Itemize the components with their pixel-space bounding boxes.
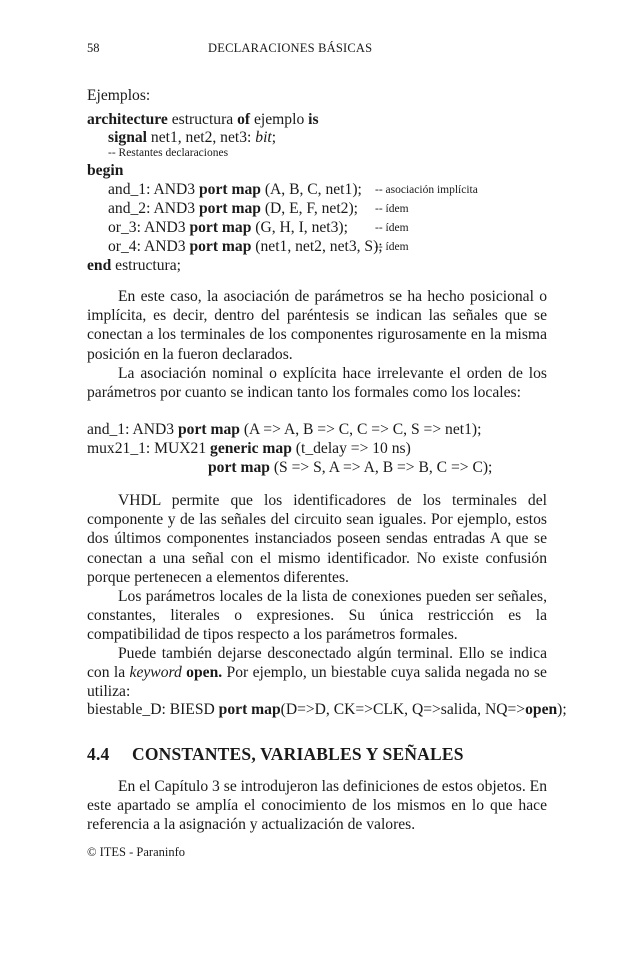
code-architecture-line: architecture estructura of ejemplo is bbox=[87, 111, 319, 128]
code-row: or_4: AND3 port map (net1, net2, net3, S); bbox=[108, 238, 383, 255]
code-line: and_1: AND3 port map (A => A, B => C, C => C, S => net1); bbox=[87, 421, 482, 438]
code-row-comment: -- asociación implícita bbox=[375, 184, 478, 196]
code-row-comment: -- ídem bbox=[375, 222, 409, 234]
section-number: 4.4 bbox=[87, 744, 110, 764]
code-signal-line: signal net1, net2, net3: bit; bbox=[108, 129, 277, 146]
section-heading bbox=[87, 744, 464, 765]
code-line: port map (S => S, A => A, B => B, C => C); bbox=[208, 459, 493, 476]
paragraph: En el Capítulo 3 se introdujeron las definiciones de estos objetos. En este apartado se amplía el conocimiento de los mismos en lo que hace referencia a la asignación y actualización de valores. bbox=[87, 778, 547, 834]
paragraph: En este caso, la asociación de parámetros se ha hecho posicional o implícita, es decir, dentro del paréntesis se indican las señales que se conectan a los terminales de los componentes rigurosamente en la misma posición en la fueron declarados. bbox=[87, 288, 547, 363]
code-line: biestable_D: BIESD port map(D=>D, CK=>CLK, Q=>salida, NQ=>open); bbox=[87, 701, 567, 718]
page-number: 58 bbox=[87, 41, 100, 55]
code-row-comment: -- ídem bbox=[375, 241, 409, 253]
paragraph: VHDL permite que los identificadores de los terminales del componente y de las señales del circuito sean iguales. Por ejemplo, estos dos últimos componentes instanciados poseen sendas entradas A que se conectan a una señal con el mismo identificador. No existe confusión porque pertenecen a elementos diferentes. bbox=[87, 492, 547, 586]
paragraph: Puede también dejarse desconectado algún terminal. Ello se indica con la keyword open. Por ejemplo, un biestable cuya salida negada no se utiliza: bbox=[87, 645, 547, 701]
page-footer: © ITES - Paraninfo bbox=[87, 845, 186, 859]
examples-label: Ejemplos: bbox=[87, 87, 151, 104]
code-row-comment: -- ídem bbox=[375, 203, 409, 215]
section-title: CONSTANTES, VARIABLES Y SEÑALES bbox=[132, 744, 464, 764]
page-header bbox=[87, 41, 547, 57]
running-title: DECLARACIONES BÁSICAS bbox=[208, 41, 373, 55]
code-comment-declarations: -- Restantes declaraciones bbox=[108, 147, 229, 159]
code-row: and_2: AND3 port map (D, E, F, net2); bbox=[108, 200, 358, 217]
code-row: or_3: AND3 port map (G, H, I, net3); bbox=[108, 219, 348, 236]
code-line: mux21_1: MUX21 generic map (t_delay => 10 ns) bbox=[87, 440, 411, 457]
code-end: end estructura; bbox=[87, 257, 181, 274]
code-row: and_1: AND3 port map (A, B, C, net1); bbox=[108, 181, 362, 198]
paragraph: La asociación nominal o explícita hace irrelevante el orden de los parámetros por cuanto se indican tanto los formales como los locales: bbox=[87, 365, 547, 402]
paragraph: Los parámetros locales de la lista de conexiones pueden ser señales, constantes, literales o expresiones. Su única restricción es la compatibilidad de tipos respecto a los parámetros formales. bbox=[87, 588, 547, 644]
code-begin: begin bbox=[87, 162, 124, 179]
